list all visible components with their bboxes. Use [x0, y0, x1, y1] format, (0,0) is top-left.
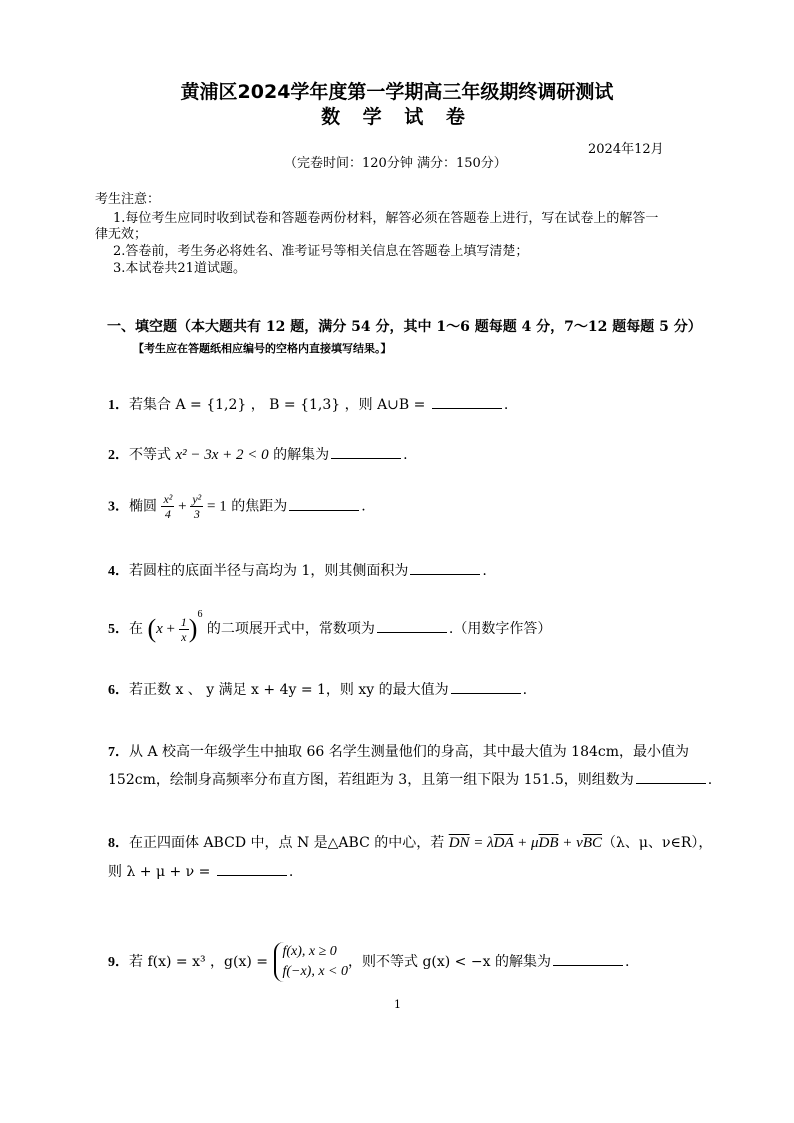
question-text-post: 的解集为 — [268, 447, 330, 463]
question-text: 若集合 A = {1,2} ， B = {1,3} ，则 A∪B = — [129, 397, 430, 413]
answer-blank[interactable] — [432, 394, 502, 409]
answer-blank[interactable] — [331, 444, 401, 459]
answer-blank[interactable] — [451, 679, 521, 694]
notice-heading: 考生注意： — [95, 192, 161, 207]
question-text-line-2: 152cm，绘制身高频率分布直方图，若组距为 3，且第一组下限为 151.5，则组数为 — [108, 772, 634, 788]
question-text: 椭圆 — [129, 498, 157, 515]
notice-line-1b: 律无效； — [95, 227, 148, 242]
notice-line-1a: 1.每位考生应同时收到试卷和答题卷两份材料，解答必须在答题卷上进行，写在试卷上的解答一 — [113, 211, 659, 226]
fraction-x2-over-4: $\frac{\text{x²}}{4}$ — [163, 492, 173, 521]
question-text-cont: （λ、μ、ν∈R）， — [602, 835, 713, 851]
question-text-line-2: 则 λ + μ + ν = — [108, 864, 215, 880]
question-8 — [108, 832, 712, 852]
question-text: 不等式 — [129, 447, 176, 463]
question-5: 5．在 (x + $\frac{1}{x}$ )$^6$ 的二项展开式中，常数项为 .（用数字作答） — [108, 609, 552, 644]
vector-equation: $\overline{DN} = \lambda\overline{DA} + \mu\overline{DB} + \nu\overline{BC}$ — [448, 835, 602, 851]
exam-time-info: （完卷时间：120分钟 满分：150分） — [284, 156, 507, 171]
question-8-line-2 — [108, 861, 293, 881]
exam-date: 2024年12月 — [588, 142, 664, 157]
question-end: . — [624, 954, 630, 970]
question-text-post: 的二项展开式中，常数项为 — [202, 621, 375, 637]
notice-line-3: 3.本试卷共21道试题。 — [113, 261, 246, 276]
answer-blank[interactable] — [553, 951, 623, 966]
exam-title: 黄浦区2024学年度第一学期高三年级期终调研测试 — [180, 81, 614, 103]
question-number: 9． — [108, 955, 129, 970]
question-7-line-2 — [108, 769, 712, 789]
question-7 — [108, 741, 689, 761]
inequality-expression: x² − 3x + 2 < 0 — [175, 447, 269, 463]
question-text: 在正四面体 ABCD 中，点 N 是△ABC 的中心，若 — [129, 835, 449, 851]
question-number: 3． — [108, 499, 129, 515]
question-text-line-1: 从 A 校高一年级学生中抽取 66 名学生测量他们的身高，其中最大值为 184cm，最小值为 — [129, 744, 690, 760]
page-number: 1 — [394, 998, 401, 1011]
question-number: 6． — [108, 683, 129, 698]
question-number: 1． — [108, 398, 129, 413]
question-end: . — [361, 498, 366, 515]
question-end: . — [522, 682, 528, 698]
piecewise-case-1: f(x), x ≥ 0 — [282, 944, 337, 959]
notice-line-2: 2.答卷前，考生务必将姓名、准考证号等相关信息在答题卷上填写清楚； — [113, 244, 529, 259]
question-3: 3．椭圆 $\frac{\text{x²}}{4}$ + $\frac{\text{y²}}{3}$ = 1 的焦距为 . — [108, 492, 366, 521]
question-1 — [108, 394, 508, 414]
answer-blank[interactable] — [217, 861, 287, 876]
question-2 — [108, 444, 408, 464]
answer-blank[interactable] — [636, 769, 706, 784]
question-number: 2． — [108, 448, 129, 463]
question-text-post: ，则不等式 g(x) < −x 的解集为 — [348, 954, 551, 970]
piecewise-function — [274, 942, 348, 982]
question-end: . — [503, 397, 509, 413]
answer-blank[interactable] — [410, 560, 480, 575]
question-text: 若 f(x) = x³ ，g(x) = — [129, 954, 273, 970]
question-4 — [108, 560, 487, 580]
answer-blank[interactable] — [289, 496, 359, 511]
question-number: 7． — [108, 745, 129, 760]
question-end: .（用数字作答） — [448, 621, 552, 637]
section-heading: 一、填空题（本大题共有 12 题，满分 54 分，其中 1～6 题每题 4 分，7～12 题每题 5 分） — [107, 319, 702, 335]
question-text: 若正数 x 、 y 满足 x + 4y = 1，则 xy 的最大值为 — [129, 682, 449, 698]
piecewise-case-2: f(−x), x < 0 — [282, 964, 348, 979]
question-text: 若圆柱的底面半径与高均为 1，则其侧面积为 — [129, 563, 409, 579]
question-6 — [108, 679, 527, 699]
fraction-1-over-x: $\frac{1}{x}$ — [180, 614, 187, 644]
question-text: 在 — [129, 621, 143, 637]
question-end: . — [403, 447, 408, 463]
answer-blank[interactable] — [377, 618, 447, 633]
section-instruction: 【考生应在答题纸相应编号的空格内直接填写结果。】 — [133, 342, 392, 355]
question-number: 4． — [108, 564, 129, 579]
question-number: 5． — [108, 622, 129, 637]
exam-subtitle: 数 学 试 卷 — [321, 106, 473, 128]
question-text-post: 的焦距为 — [226, 498, 288, 515]
fraction-y2-over-3: $\frac{\text{y²}}{3}$ — [192, 492, 202, 521]
question-end: . — [288, 864, 294, 880]
question-number: 8． — [108, 836, 129, 851]
question-end: . — [482, 563, 487, 579]
question-9 — [108, 942, 629, 982]
question-end: . — [707, 772, 713, 788]
